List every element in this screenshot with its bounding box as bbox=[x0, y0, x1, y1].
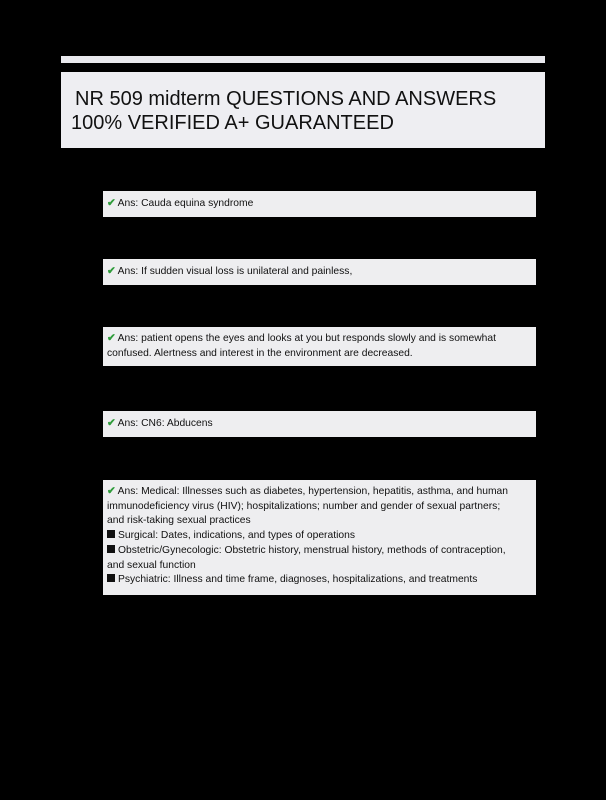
answer-line: Surgical: Dates, indications, and types of operations bbox=[107, 529, 530, 544]
title-line-2: 100% VERIFIED A+ GUARANTEED bbox=[71, 112, 394, 134]
answer-box-4 bbox=[103, 411, 536, 437]
answer-line: Psychiatric: Illness and time frame, diagnoses, hospitalizations, and treatments bbox=[107, 573, 530, 588]
check-icon: ✔ bbox=[107, 266, 116, 277]
answer-line: ✔ Ans: Cauda equina syndrome bbox=[107, 198, 254, 209]
answer-line: ✔ Ans: CN6: Abducens bbox=[107, 418, 213, 429]
answer-line: ✔ Ans: patient opens the eyes and looks at you but responds slowly and is somewhat bbox=[107, 333, 496, 344]
answer-line: confused. Alertness and interest in the environment are decreased. bbox=[107, 347, 413, 359]
answer-box-2 bbox=[103, 259, 536, 285]
title-line-1: NR 509 midterm QUESTIONS AND ANSWERS bbox=[75, 88, 497, 110]
answer-line: Obstetric/Gynecologic: Obstetric history, menstrual history, methods of contraception, bbox=[107, 544, 530, 559]
square-bullet-icon bbox=[107, 574, 115, 582]
answer-line: immunodeficiency virus (HIV); hospitalizations; number and gender of sexual partners; bbox=[107, 500, 501, 512]
check-icon: ✔ bbox=[107, 333, 116, 344]
check-icon: ✔ bbox=[107, 198, 116, 209]
square-bullet-icon bbox=[107, 530, 115, 538]
answer-line: and sexual function bbox=[107, 559, 196, 571]
answer-line: ✔ Ans: Medical: Illnesses such as diabetes, hypertension, hepatitis, asthma, and human bbox=[107, 486, 508, 497]
answer-line: and risk-taking sexual practices bbox=[107, 515, 251, 527]
square-bullet-icon bbox=[107, 545, 115, 553]
answer-box-1 bbox=[103, 191, 536, 217]
answer-box-5 bbox=[103, 480, 536, 595]
answer-box-3 bbox=[103, 327, 536, 366]
top-rule bbox=[61, 56, 545, 63]
document-title bbox=[61, 72, 545, 148]
check-icon: ✔ bbox=[107, 486, 116, 497]
answer-line: ✔ Ans: If sudden visual loss is unilateral and painless, bbox=[107, 266, 353, 277]
check-icon: ✔ bbox=[107, 418, 116, 429]
